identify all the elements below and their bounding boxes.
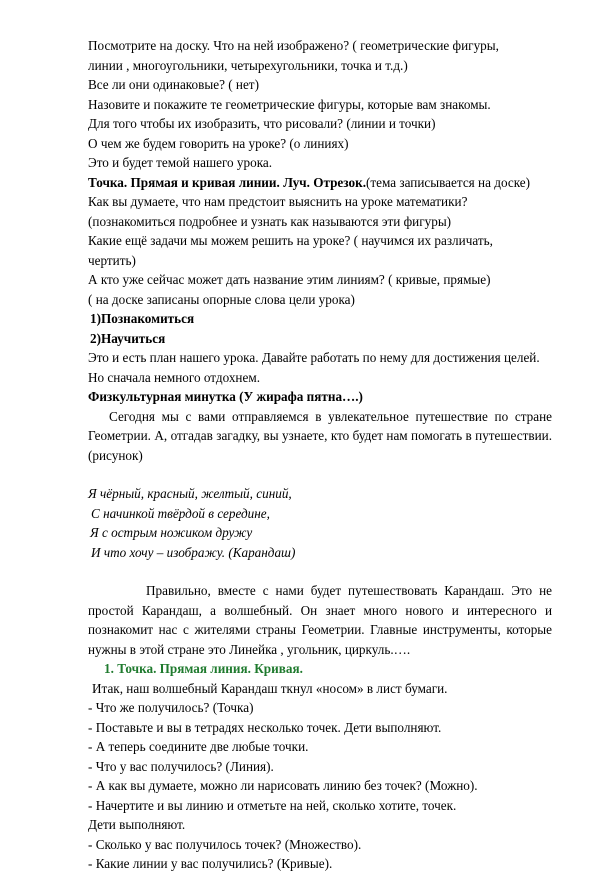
plan-text: Это и есть план нашего урока. Давайте работать по нему для достижения целей. (88, 350, 540, 365)
dialogue-line: - Что у вас получилось? (Линия). (88, 758, 274, 774)
dialogue-line: - Начертите и вы линию и отметьте на ней, сколько хотите, точек. (88, 797, 457, 813)
dialogue-line: - Что же получилось? (Точка) (88, 700, 254, 715)
dialogue-line: - Какие линии у вас получились? (Кривые). (88, 856, 333, 871)
dialogue-line: - Сколько у вас получилось точек? (Множество). (88, 836, 362, 852)
text-line: линии , многоугольники, четырехугольники, точка и т.д.) (88, 57, 408, 73)
text-line: Назовите и покажите те геометрические фигуры, которые вам знакомы. (88, 96, 491, 112)
dialogue-line: - А теперь соедините две любые точки. (88, 739, 309, 754)
text-line: Какие ещё задачи мы можем решить на уроке? ( научимся их различать, (88, 233, 493, 248)
topic-line (88, 173, 552, 193)
topic-note: (тема записывается на доске) (366, 174, 531, 190)
answer-paragraph: Правильно, вместе с нами будет путешествовать Карандаш. Это не простой Карандаш, а волшебный. Он знает много нового и интересного и познакомит нас с жителями страны Геометрии. Главные инструменты, которые нужны в этой стране это Линейка , угольник, циркуль.…. (88, 583, 552, 657)
lesson-plan (88, 309, 552, 348)
physminute-heading: Физкультурная минутка (У жирафа пятна….) (88, 389, 363, 404)
text-line: О чем же будем говорить на уроке? (о линиях) (88, 135, 349, 151)
riddle-poem (88, 484, 552, 562)
spacer (88, 562, 552, 581)
text-line: Все ли они одинаковые? ( нет) (88, 77, 259, 92)
text-line: ( на доске записаны опорные слова цели урока) (88, 291, 355, 307)
topic-title: Точка. Прямая и кривая линии. Луч. Отрезок. (88, 174, 366, 190)
dialogue-block (88, 679, 552, 874)
text-line: Для того чтобы их изобразить, что рисовали? (линии и точки) (88, 116, 436, 131)
text-line: Это и будет темой нашего урока. (88, 155, 273, 170)
text-line: (познакомиться подробнее и узнать как называются эти фигуры) (88, 213, 452, 229)
section-heading: 1. Точка. Прямая линия. Кривая. (104, 661, 303, 676)
intro-block (88, 36, 552, 173)
travel-paragraph: Сегодня мы с вами отправляемся в увлекательное путешествие по стране Геометрии. А, отгадав загадку, вы узнаете, кто будет нам помогать в путешествии. (рисунок) (88, 408, 552, 463)
riddle-line: С начинкой твёрдой в середине, (91, 505, 270, 521)
text-line: чертить) (88, 252, 136, 268)
text-line: А кто уже сейчас может дать название этим линиям? ( кривые, прямые) (88, 272, 491, 287)
riddle-line: Я чёрный, красный, желтый, синий, (88, 486, 292, 501)
text-line: Как вы думаете, что нам предстоит выяснить на уроке математики? (88, 194, 468, 209)
riddle-line: Я с острым ножиком дружу (90, 525, 253, 540)
text-line: Посмотрите на доску. Что на ней изображено? ( геометрические фигуры, (88, 38, 499, 53)
dialogue-line: Дети выполняют. (88, 817, 186, 832)
plan-item: 1)Познакомиться (90, 311, 195, 326)
document-page (88, 36, 552, 874)
rest-line: Но сначала немного отдохнем. (88, 369, 260, 385)
questions-block (88, 192, 552, 309)
dialogue-line: - Поставьте и вы в тетрадях несколько точек. Дети выполняют. (88, 719, 442, 735)
riddle-line: И что хочу – изображу. (Карандаш) (91, 544, 296, 560)
dialogue-line: Итак, наш волшебный Карандаш ткнул «носом» в лист бумаги. (92, 680, 448, 696)
plan-item: 2)Научиться (90, 330, 166, 346)
dialogue-line: - А как вы думаете, можно ли нарисовать линию без точек? (Можно). (88, 778, 478, 793)
